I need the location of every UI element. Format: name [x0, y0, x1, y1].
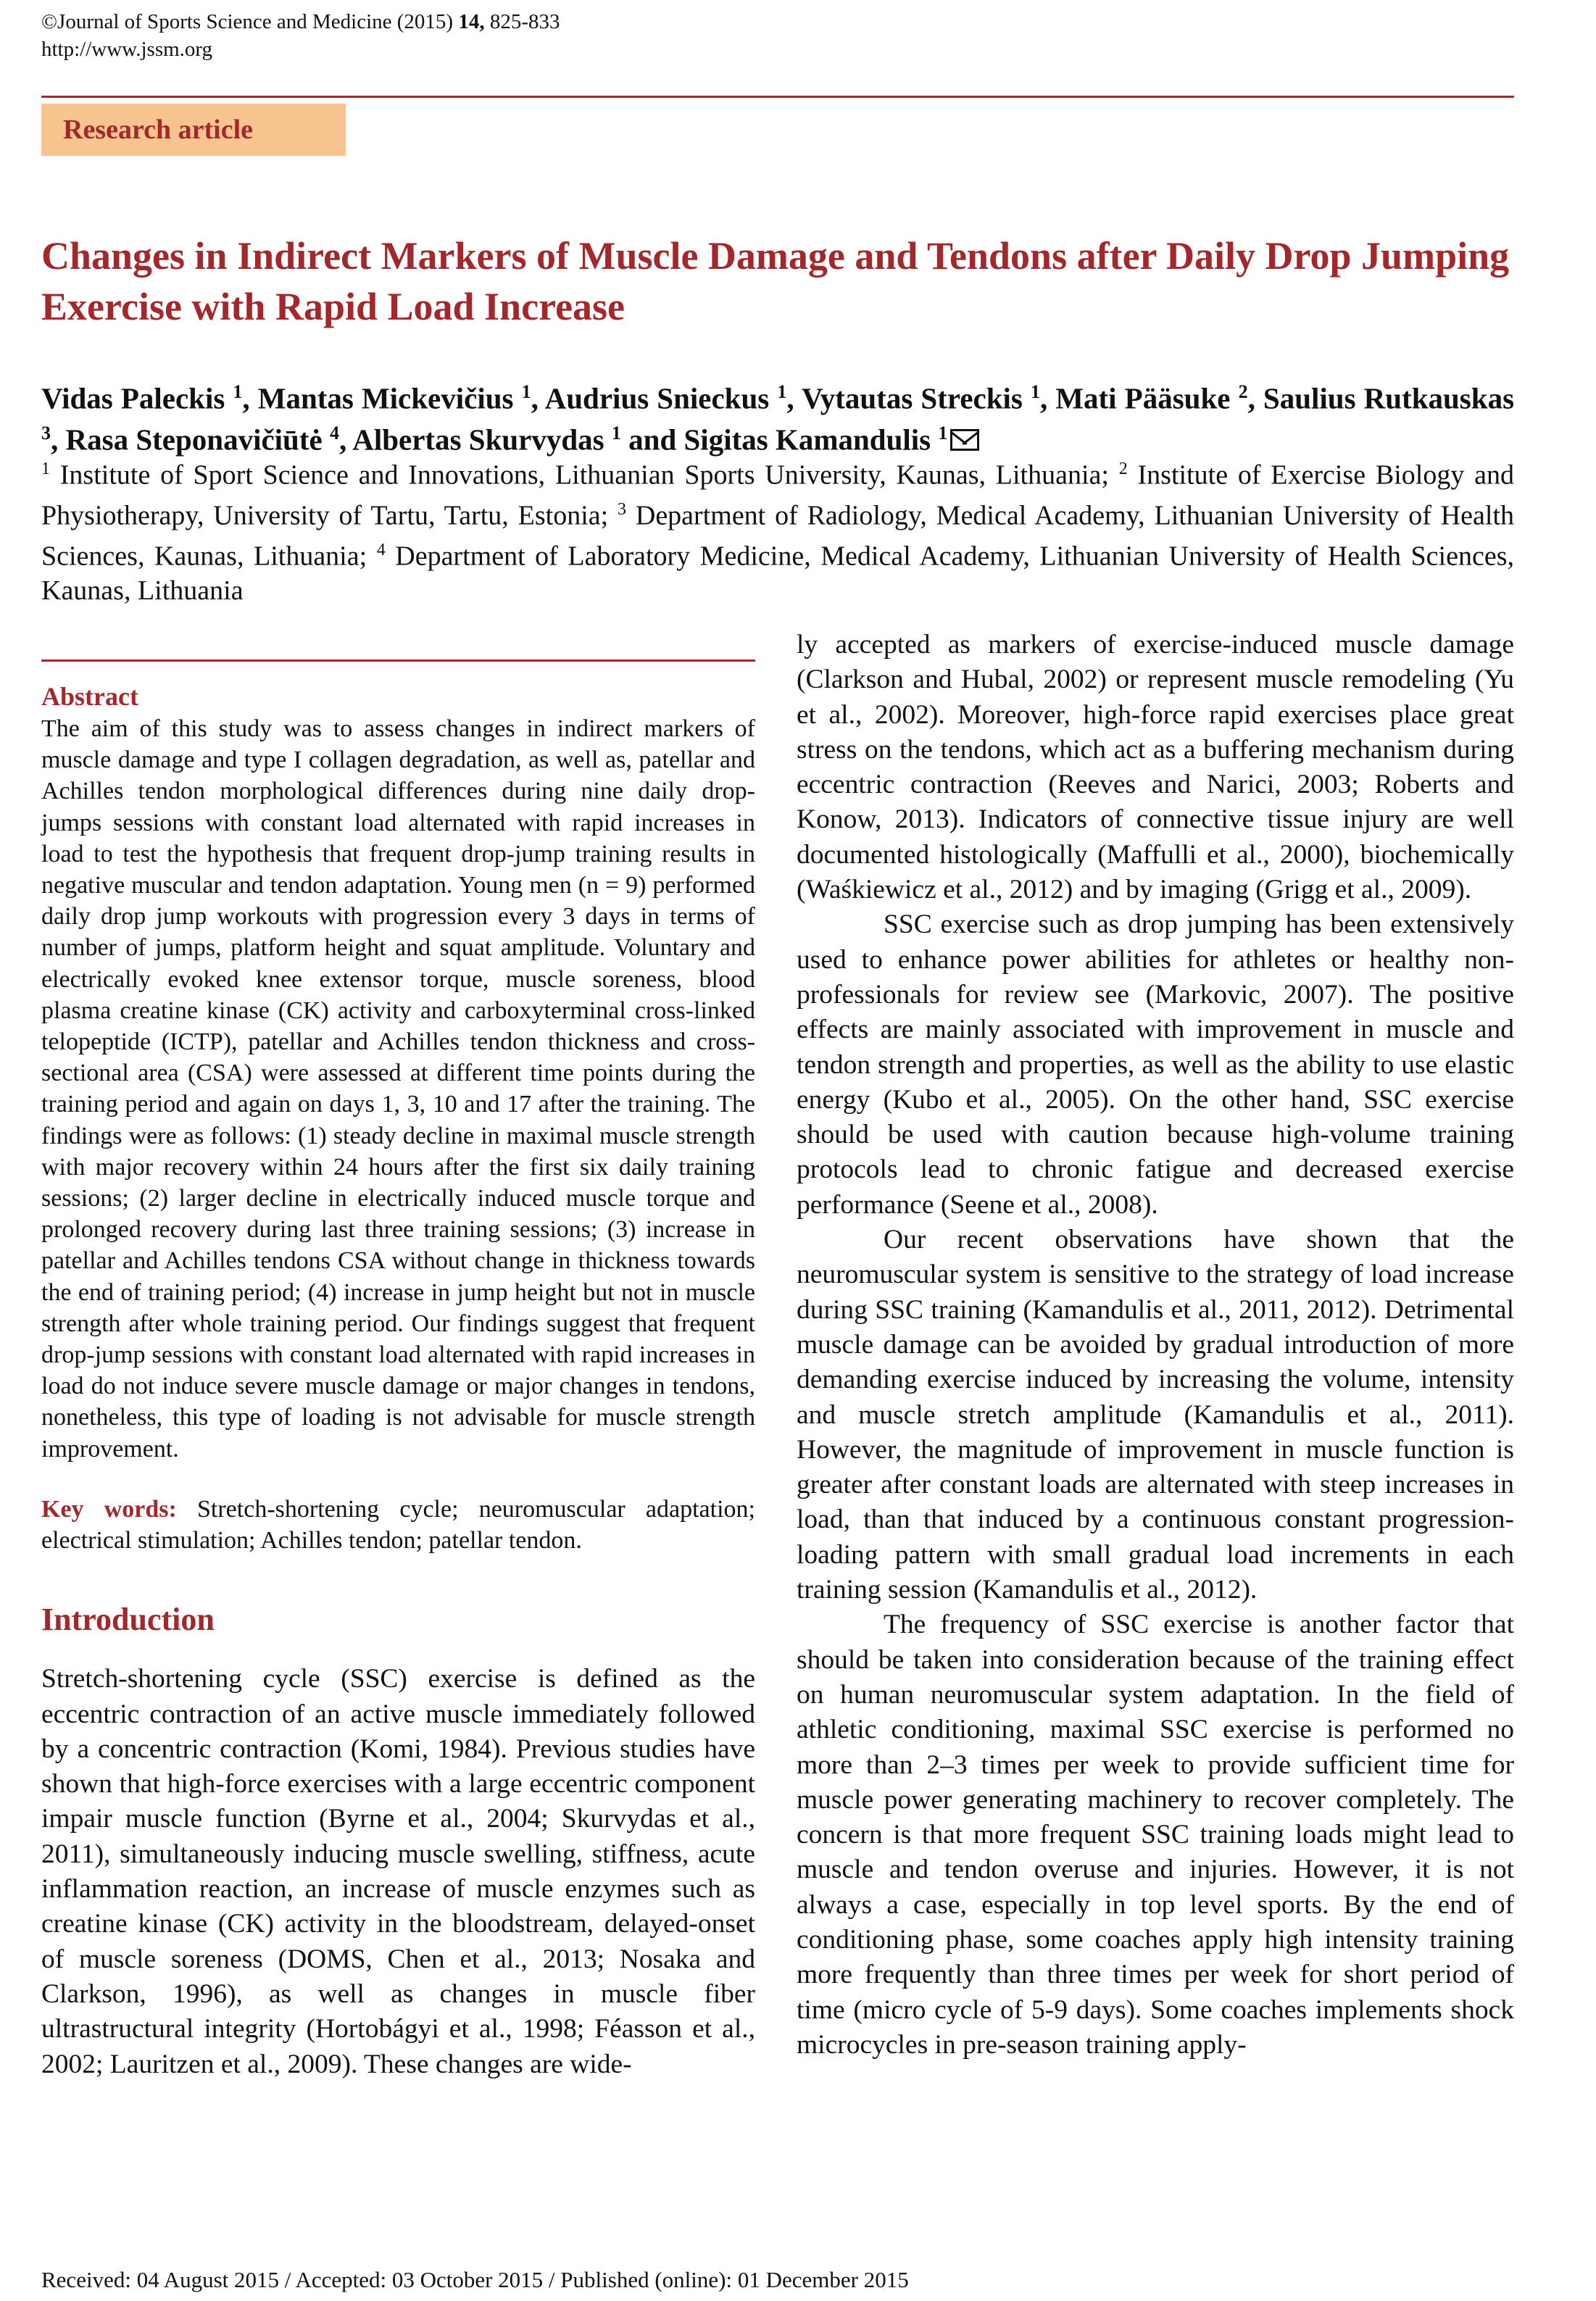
keywords-label: Key words:	[41, 1495, 177, 1523]
article-title: Changes in Indirect Markers of Muscle Damage and Tendons after Daily Drop Jumping Exercise with Rapid Load Increase	[41, 234, 1510, 328]
author-connector: and	[620, 423, 684, 457]
abstract-heading: Abstract	[41, 682, 138, 711]
journal-pages: 825-833	[484, 10, 560, 33]
author-name: Saulius Rutkauskas	[1263, 381, 1515, 415]
publication-dates: Received: 04 August 2015 / Accepted: 03 October 2015 / Published (online): 01 December 2015	[41, 2267, 909, 2292]
article-type-label: Research article	[41, 104, 346, 156]
right-column	[797, 628, 1514, 2063]
author-affiliation-number: 1	[777, 381, 787, 402]
journal-volume: 14,	[458, 10, 485, 33]
author-name: Vytautas Streckis	[801, 381, 1031, 415]
author-affiliation-number: 1	[1030, 381, 1040, 402]
author-affiliation-number: 1	[521, 381, 531, 402]
author-affiliation-number: 1	[938, 422, 948, 444]
affiliation-number: 4	[376, 541, 386, 560]
left-column	[41, 680, 755, 2082]
introduction-heading: Introduction	[41, 1602, 215, 1638]
affiliation-text: Department of Radiology, Medical Academy, Lithuanian University of Health Sciences, Kaunas, Lithuania;	[41, 500, 1515, 572]
affiliation-number: 3	[618, 500, 627, 520]
journal-url[interactable]: http://www.jssm.org	[41, 38, 213, 61]
author-name: Sigitas Kamandulis	[683, 423, 939, 457]
affiliation-number: 2	[1118, 459, 1128, 478]
keywords	[41, 1494, 755, 1556]
intro-paragraph-2: SSC exercise such as drop jumping has been extensively used to enhance power abilities for athletes or healthy non-professionals for review see (Markovic, 2007). The positive effects are mainly associated with improvement in muscle and tendon strength and properties, as well as the ability to use elastic energy (Kubo et al., 2005). On the other hand, SSC exercise should be used with caution because high-volume training protocols lead to chronic fatigue and decreased exercise performance (Seene et al., 2008).	[797, 910, 1514, 1220]
author-name: Mantas Mickevičius	[257, 381, 522, 415]
affiliation-text: Department of Laboratory Medicine, Medical Academy, Lithuanian University of Health Sciences, Kaunas, Lithuania	[41, 541, 1514, 607]
author-name: Rasa Steponavičiūtė	[65, 423, 330, 457]
author-name: Mati Pääsuke	[1055, 381, 1239, 415]
intro-paragraph-4: The frequency of SSC exercise is another factor that should be taken into consideration because of the training effect on human neuromuscular system adaptation. In the field of athletic conditioning, maximal SSC exercise is performed no more than 2–3 times per week to provide sufficient time for muscle power generating machinery to recover completely. The concern is that more frequent SSC training loads might lead to muscle and tendon overuse and injuries. However, it is not always a case, especially in top level sports. By the end of conditioning phase, some coaches apply high intensity training more frequently than three times per week for short period of time (micro cycle of 5-9 days). Some coaches implements shock microcycles in pre-season training apply-	[797, 1610, 1514, 2060]
intro-paragraph-1: Stretch-shortening cycle (SSC) exercise is defined as the eccentric contraction of an active muscle immediately followed by a concentric contraction (Komi, 1984). Previous studies have shown that high-force exercises with a large eccentric component impair muscle function (Byrne et al., 2004; Skurvydas et al., 2011), simultaneously inducing muscle swelling, stiffness, acute inflammation reaction, an increase of muscle enzymes such as creatine kinase (CK) activity in the bloodstream, delayed-onset of muscle soreness (DOMS, Chen et al., 2013; Nosaka and Clarkson, 1996), as well as changes in muscle fiber ultrastructural integrity (Hortobágyi et al., 1998; Féasson et al., 2002; Lauritzen et al., 2009). These changes are wide-	[41, 1664, 755, 2079]
affiliation-number: 1	[41, 459, 50, 478]
affiliation-text: Institute of Exercise Biology and Physiotherapy, University of Tartu, Tartu, Estonia;	[41, 459, 1514, 531]
affiliation-text: Institute of Sport Science and Innovations, Lithuanian Sports University, Kaunas, Lithuania;	[50, 459, 1119, 491]
abstract-text: The aim of this study was to assess changes in indirect markers of muscle damage and type I collagen degradation, as well as, patellar and Achilles tendon morphological differences during nine daily drop-jumps sessions with constant load alternated with rapid increases in load to test the hypothesis that frequent drop-jump training results in negative muscular and tendon adaptation. Young men (n = 9) performed daily drop jump workouts with progression every 3 days in terms of number of jumps, platform height and squat amplitude. Voluntary and electrically evoked knee extensor torque, muscle soreness, blood plasma creatine kinase (CK) activity and carboxyterminal cross-linked telopeptide (ICTP), patellar and Achilles tendon thickness and cross-sectional area (CSA) were assessed at different time points during the training period and again on days 1, 3, 10 and 17 after the training. The findings were as follows: (1) steady decline in maximal muscle strength with major recovery within 24 hours after the first six daily training sessions; (2) larger decline in electrically induced muscle torque and prolonged recovery during last three training sessions; (3) increase in patellar and Achilles tendons CSA without change in thickness towards the end of training period; (4) increase in jump height but not in muscle strength after whole training period. Our findings suggest that frequent drop-jump sessions with constant load alternated with rapid increases in load do not induce severe muscle damage or major changes in tendons, nonetheless, this type of loading is not advisable for muscle strength improvement.	[41, 715, 755, 1462]
header-divider	[41, 96, 1514, 98]
author-affiliation-number: 3	[41, 422, 51, 444]
author-list: Vidas Paleckis $^1$, Mantas Mickevičius $^1$, Audrius Snieckus $^1$, Vytautas Streckis $^1$, Mati Pääsuke $^2$, Saulius Rutkauskas $^3$, Rasa Steponavičiūtė $^4$, Albertas Skurvydas $^1$ and Sigitas Kamandulis $^1$	[41, 381, 1515, 457]
envelope-icon[interactable]	[950, 429, 979, 451]
author-name: Albertas Skurvydas	[352, 423, 612, 457]
journal-citation	[41, 9, 560, 35]
author-affiliation-number: 1	[611, 422, 621, 444]
keywords-text: Stretch-shortening cycle; neuromuscular adaptation; electrical stimulation; Achilles tendon; patellar tendon.	[41, 1495, 755, 1555]
journal-name: ©Journal of Sports Science and Medicine (2015)	[41, 10, 459, 33]
author-affiliation-number: 4	[329, 422, 339, 444]
abstract-divider	[41, 659, 755, 662]
author-name: Vidas Paleckis	[41, 381, 233, 415]
intro-paragraph-3: Our recent observations have shown that the neuromuscular system is sensitive to the strategy of load increase during SSC training (Kamandulis et al., 2011, 2012). Detrimental muscle damage can be avoided by gradual introduction of more demanding exercise induced by increasing the volume, intensity and muscle stretch amplitude (Kamandulis et al., 2011). However, the magnitude of improvement in muscle function is greater after constant loads are alternated with steep increases in load, than that induced by a continuous constant progression-loading pattern with small gradual load increments in each training session (Kamandulis et al., 2012).	[797, 1225, 1514, 1605]
intro-paragraph-1-continued: ly accepted as markers of exercise-induced muscle damage (Clarkson and Hubal, 2002) or represent muscle remodeling (Yu et al., 2002). Moreover, high-force rapid exercises place great stress on the tendons, which act as a buffering mechanism during eccentric contraction (Reeves and Narici, 2003; Roberts and Konow, 2013). Indicators of connective tissue injury are well documented histologically (Maffulli et al., 2000), biochemically (Waśkiewicz et al., 2012) and by imaging (Grigg et al., 2009).	[797, 630, 1514, 905]
author-affiliation-number: 1	[233, 381, 243, 402]
author-affiliation-number: 2	[1238, 381, 1248, 402]
affiliation-list	[41, 452, 1514, 609]
author-name: Audrius Snieckus	[544, 381, 778, 415]
